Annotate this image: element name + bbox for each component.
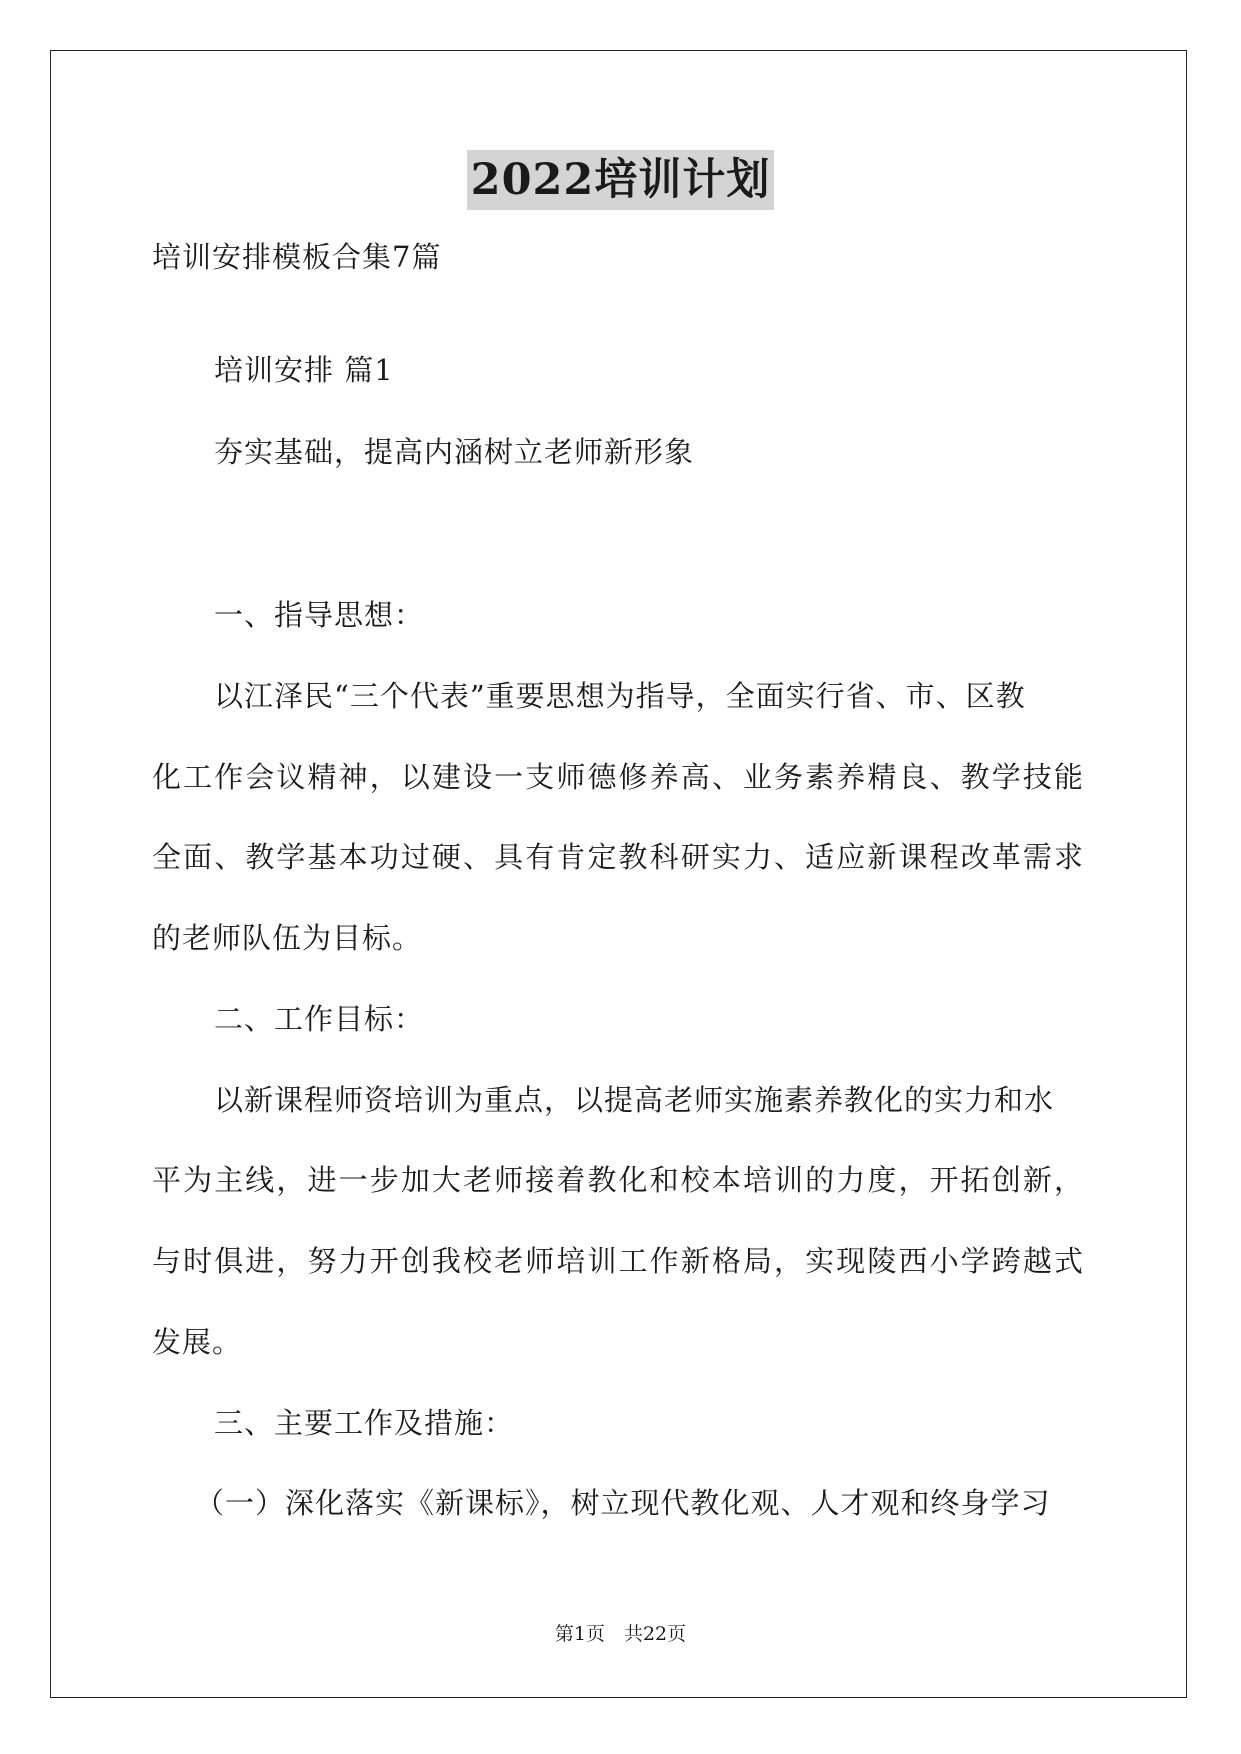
paragraph-line: 化工作会议精神，以建设一支师德修养高、业务素养精良、教学技能 (152, 760, 1084, 794)
heading-line: 二、工作目标： (214, 1002, 425, 1036)
paragraph-line: （一）深化落实《新课标》，树立现代教化观、人才观和终身学习 (195, 1486, 1051, 1520)
paragraph-line: 以新课程师资培训为重点，以提高老师实施素养教化的实力和水 (214, 1083, 1055, 1117)
paragraph-line: 与时俱进，努力开创我校老师培训工作新格局，实现陵西小学跨越式 (152, 1244, 1084, 1278)
heading-line: 一、指导思想： (214, 598, 425, 632)
title-container (0, 150, 1241, 210)
page-footer: 第1页 共22页 (554, 1623, 687, 1645)
paragraph-line: 全面、教学基本功过硬、具有肯定教科研实力、适应新课程改革需求 (152, 840, 1084, 874)
paragraph-line: 发展。 (152, 1325, 243, 1359)
paragraph-line: 夯实基础，提高内涵树立老师新形象 (214, 435, 695, 469)
paragraph-line: 以江泽民“三个代表”重要思想为指导，全面实行省、市、区教 (214, 679, 1026, 713)
paragraph-line: 的老师队伍为目标。 (152, 921, 423, 955)
heading-line: 三、主要工作及措施： (214, 1406, 515, 1440)
section-heading: 培训安排 篇1 (214, 353, 394, 387)
paragraph-line: 平为主线，进一步加大老师接着教化和校本培训的力度，开拓创新， (152, 1163, 1084, 1197)
document-title: 2022培训计划 (467, 150, 775, 210)
subtitle-line: 培训安排模板合集7篇 (152, 240, 442, 274)
